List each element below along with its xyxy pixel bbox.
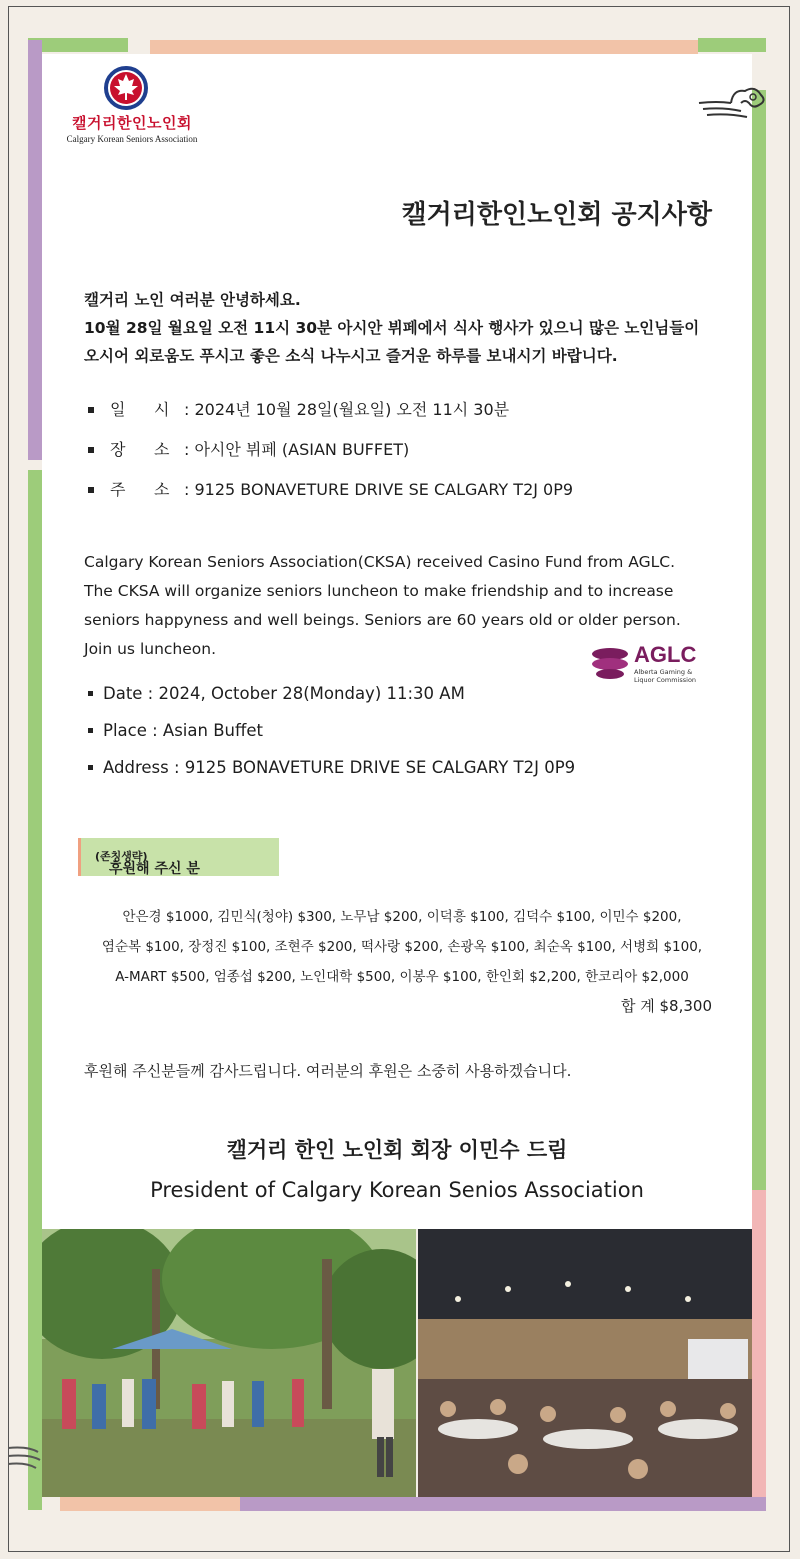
aglc-name: AGLC	[634, 642, 697, 667]
signature-korean: 캘거리 한인 노인회 회장 이민수 드림	[226, 1138, 568, 1162]
logo-name-korean: 캘거리한인노인회	[72, 114, 192, 132]
detail-item-date	[84, 394, 573, 434]
detail-text: Place : Asian Buffet	[103, 721, 263, 740]
frame-band	[28, 38, 128, 52]
logo-name-english: Calgary Korean Seniors Association	[66, 134, 198, 144]
intro-line: The CKSA will organize seniors luncheon to make friendship and to increase	[84, 582, 674, 600]
sponsor-line: A-MART $500, 엄종섭 $200, 노인대학 $500, 이봉우 $100, 한인회 $2,200, 한코리아 $2,000	[115, 969, 689, 985]
aglc-mark-icon	[590, 642, 630, 682]
detail-value: : 9125 BONAVETURE DRIVE SE CALGARY T2J 0P9	[184, 480, 574, 499]
bullet-icon	[88, 447, 94, 453]
swirl-decoration-icon	[8, 1428, 42, 1488]
detail-item-date	[84, 678, 575, 715]
detail-item-place	[84, 715, 575, 752]
intro-line: Join us luncheon.	[84, 640, 217, 658]
intro-line: 10월 28일 월요일 오전 11시 30분 아시안 뷔페에서 식사 행사가 있으니 많은 노인님들이	[84, 319, 700, 337]
sponsor-heading: 후원해 주신 분	[109, 861, 200, 877]
detail-text: Address : 9125 BONAVETURE DRIVE SE CALGARY T2J 0P9	[103, 758, 576, 777]
sponsor-list	[82, 902, 722, 992]
detail-label: 주	[110, 480, 126, 499]
intro-line: 캘거리 노인 여러분 안녕하세요.	[84, 291, 301, 309]
bullet-icon	[88, 728, 93, 733]
detail-label: 장	[110, 440, 126, 459]
frame-band	[28, 40, 42, 460]
sponsor-line: 염순복 $100, 장정진 $100, 조현주 $200, 떡사랑 $200, 손광옥 $100, 최순옥 $100, 서병희 $100,	[101, 939, 703, 955]
maple-leaf-emblem-icon	[104, 66, 148, 110]
frame-band	[60, 1497, 240, 1511]
detail-label: 일	[110, 400, 126, 419]
outdoor-scene-icon	[42, 1229, 416, 1497]
english-event-details	[84, 678, 575, 789]
detail-text: Date : 2024, October 28(Monday) 11:30 AM	[103, 684, 465, 703]
outdoor-gathering-photo	[42, 1229, 416, 1497]
frame-band	[698, 38, 766, 52]
sponsor-total: 합 계 $8,300	[620, 997, 712, 1015]
intro-line: 오시어 외로움도 푸시고 좋은 소식 나누시고 즐거운 하루를 보내시기 바랍니다.	[84, 347, 618, 365]
bullet-icon	[88, 691, 93, 696]
korean-event-details	[84, 394, 573, 514]
frame-band	[150, 40, 698, 54]
intro-line: seniors happyness and well beings. Seniors are 60 years old or older person.	[84, 611, 681, 629]
detail-item-place	[84, 434, 573, 474]
korean-intro	[84, 286, 724, 370]
detail-label: 시	[154, 400, 170, 419]
aglc-logo	[590, 642, 710, 682]
sponsor-line: 안은경 $1000, 김민식(청야) $300, 노무남 $200, 이덕흥 $100, 김덕수 $100, 이민수 $200,	[122, 909, 682, 925]
indoor-scene-icon	[418, 1229, 752, 1497]
detail-item-address	[84, 752, 575, 789]
detail-label: 소	[154, 440, 170, 459]
detail-value: : 2024년 10월 28일(월요일) 오전 11시 30분	[184, 400, 510, 419]
thanks-message: 후원해 주신분들께 감사드립니다. 여러분의 후원은 소중히 사용하겠습니다.	[84, 1062, 572, 1080]
aglc-subtitle	[634, 668, 714, 684]
aglc-subtitle-line: Alberta Gaming &	[634, 668, 693, 676]
detail-value: : 아시안 뷔페 (ASIAN BUFFET)	[184, 440, 410, 459]
sponsor-heading-note: (존칭생략)	[95, 850, 148, 863]
aglc-subtitle-line: Liquor Commission	[634, 676, 697, 684]
indoor-luncheon-photo	[418, 1229, 752, 1497]
frame-band	[28, 470, 42, 1510]
intro-line: Calgary Korean Seniors Association(CKSA) received Casino Fund from AGLC.	[84, 553, 676, 571]
bullet-icon	[88, 407, 94, 413]
detail-label: 소	[154, 480, 170, 499]
sponsor-heading-tag	[78, 838, 279, 876]
frame-band	[752, 1190, 766, 1500]
page-title: 캘거리한인노인회 공지사항	[401, 200, 712, 230]
association-logo	[52, 66, 212, 146]
frame-band	[752, 90, 766, 1190]
bullet-icon	[88, 487, 94, 493]
signature-english: President of Calgary Korean Senios Association	[150, 1178, 644, 1202]
detail-item-address	[84, 474, 573, 514]
cloud-swirl-decoration-icon	[697, 79, 767, 119]
bullet-icon	[88, 765, 93, 770]
frame-band	[240, 1497, 766, 1511]
notice-paper	[42, 54, 752, 1229]
